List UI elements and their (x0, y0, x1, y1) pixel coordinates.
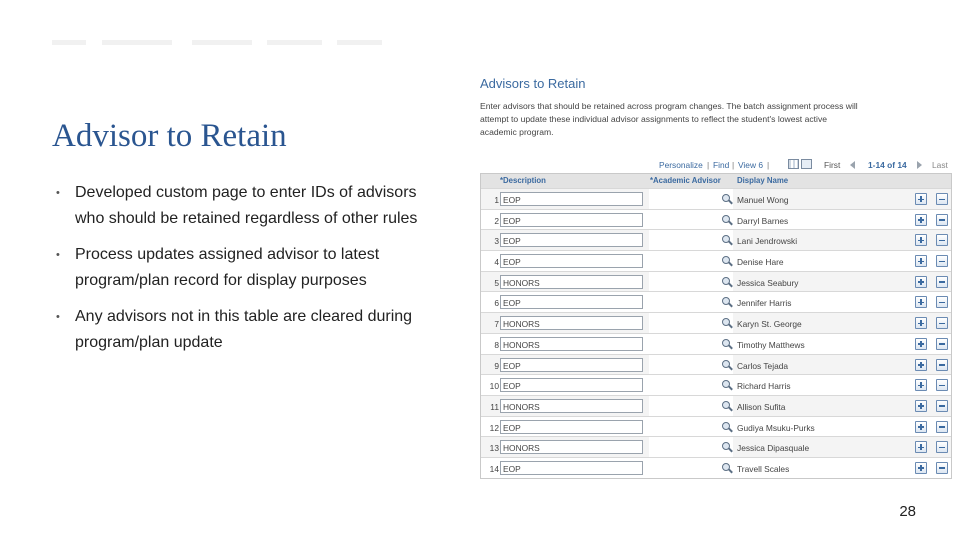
table-row (481, 416, 951, 437)
table-row (481, 457, 951, 478)
row-number: 3 (494, 236, 499, 247)
next-arrow-icon[interactable] (917, 161, 922, 169)
display-name: Gudiya Msuku-Purks (737, 422, 815, 433)
table-row (481, 291, 951, 312)
row-number: 5 (494, 277, 499, 288)
row-number: 13 (489, 443, 499, 454)
add-row-button[interactable] (915, 421, 927, 433)
display-name: Denise Hare (737, 257, 784, 268)
previous-arrow-icon[interactable] (850, 161, 855, 169)
delete-row-button[interactable] (936, 193, 948, 205)
academic-advisor-field[interactable] (649, 334, 733, 354)
row-number: 12 (489, 422, 499, 433)
delete-row-button[interactable] (936, 296, 948, 308)
display-name: Jessica Dipasquale (737, 443, 810, 454)
academic-advisor-field[interactable] (649, 313, 733, 333)
bullet-text: Any advisors not in this table are cleared during program/plan update (75, 308, 413, 351)
lookup-icon[interactable] (722, 463, 733, 474)
add-row-button[interactable] (915, 379, 927, 391)
add-row-button[interactable] (915, 441, 927, 453)
add-row-button[interactable] (915, 359, 927, 371)
toolbar-separator: | (732, 160, 735, 170)
table-row (481, 209, 951, 230)
delete-row-button[interactable] (936, 400, 948, 412)
row-number: 14 (489, 463, 499, 474)
panel-title: Advisors to Retain (480, 76, 586, 91)
row-number: 9 (494, 360, 499, 371)
display-name: Manuel Wong (737, 195, 789, 205)
row-number: 8 (494, 339, 499, 350)
lookup-icon[interactable] (722, 339, 733, 350)
first-page-link[interactable]: First (824, 160, 841, 170)
description-field[interactable]: EOP (500, 254, 643, 268)
personalize-link[interactable]: Personalize (659, 160, 703, 170)
display-name: Jennifer Harris (737, 298, 792, 309)
download-icon[interactable] (801, 159, 812, 169)
column-header-display-name[interactable]: Display Name (737, 176, 789, 185)
lookup-icon[interactable] (722, 194, 733, 205)
grid-body (481, 188, 951, 478)
delete-row-button[interactable] (936, 214, 948, 226)
display-name: Richard Harris (737, 381, 791, 392)
grid-header (481, 174, 951, 188)
academic-advisor-field[interactable] (649, 210, 733, 230)
display-name: Carlos Tejada (737, 360, 789, 371)
table-row (481, 229, 951, 250)
slide-title: Advisor to Retain (52, 118, 287, 154)
bullet-item (56, 242, 446, 294)
lookup-icon[interactable] (722, 235, 733, 246)
academic-advisor-field[interactable] (649, 396, 733, 416)
lookup-icon[interactable] (722, 256, 733, 267)
grid-toolbar (476, 158, 952, 172)
find-link[interactable]: Find (713, 160, 730, 170)
bullet-dot-icon: • (56, 311, 60, 323)
page-number: 28 (899, 503, 916, 520)
add-row-button[interactable] (915, 462, 927, 474)
add-row-button[interactable] (915, 400, 927, 412)
display-name: Travell Scales (737, 463, 790, 474)
add-row-button[interactable] (915, 338, 927, 350)
description-field[interactable]: EOP (500, 358, 643, 372)
panel-description: Enter advisors that should be retained across program changes. The batch assignment process will attempt to update these individual advisor assignments to reflect the student's lowest active academic program. (480, 101, 858, 137)
description-field[interactable]: EOP (500, 213, 643, 227)
view-all-link[interactable]: View 6 (738, 160, 763, 170)
row-number: 1 (494, 195, 499, 205)
academic-advisor-field[interactable] (649, 189, 733, 209)
bullet-dot-icon: • (56, 249, 60, 261)
add-row-button[interactable] (915, 296, 927, 308)
display-name: Jessica Seabury (737, 277, 799, 288)
row-range-indicator: 1-14 of 14 (868, 160, 907, 170)
description-field[interactable]: EOP (500, 295, 643, 309)
display-name: Darryl Barnes (737, 215, 789, 226)
column-header-academic-advisor[interactable]: *Academic Advisor (650, 176, 721, 185)
description-field[interactable]: HONORS (500, 399, 643, 413)
description-field[interactable]: HONORS (500, 440, 643, 454)
lookup-icon[interactable] (722, 401, 733, 412)
add-row-button[interactable] (915, 193, 927, 205)
delete-row-button[interactable] (936, 421, 948, 433)
toolbar-separator: | (767, 160, 770, 170)
description-field[interactable]: EOP (500, 420, 643, 434)
table-row (481, 312, 951, 333)
delete-row-button[interactable] (936, 338, 948, 350)
delete-row-button[interactable] (936, 276, 948, 288)
row-number: 7 (494, 319, 499, 330)
table-row (481, 333, 951, 354)
view-grid-icon[interactable] (788, 159, 799, 169)
description-field[interactable]: EOP (500, 461, 643, 475)
row-number: 2 (494, 215, 499, 226)
row-number: 10 (489, 381, 499, 392)
academic-advisor-field[interactable] (649, 437, 733, 457)
display-name: Allison Sufita (737, 401, 786, 412)
lookup-icon[interactable] (722, 297, 733, 308)
description-field[interactable]: EOP (500, 378, 643, 392)
advisors-screenshot-panel (476, 72, 952, 482)
description-field[interactable]: EOP (500, 233, 643, 247)
lookup-icon[interactable] (722, 360, 733, 371)
table-row (481, 250, 951, 271)
lookup-icon[interactable] (722, 277, 733, 288)
delete-row-button[interactable] (936, 317, 948, 329)
display-name: Lani Jendrowski (737, 236, 798, 247)
row-number: 11 (490, 401, 499, 412)
lookup-icon[interactable] (722, 442, 733, 453)
academic-advisor-field[interactable] (649, 251, 733, 271)
bullet-dot-icon: • (56, 187, 60, 199)
lookup-icon[interactable] (722, 422, 733, 433)
table-row (481, 395, 951, 416)
lookup-icon[interactable] (722, 215, 733, 226)
bullet-item (56, 304, 446, 356)
description-field[interactable]: EOP (500, 192, 643, 206)
table-row (481, 436, 951, 457)
advisors-grid (480, 173, 952, 479)
academic-advisor-field[interactable] (649, 458, 733, 478)
lookup-icon[interactable] (722, 318, 733, 329)
delete-row-button[interactable] (936, 234, 948, 246)
toolbar-separator: | (707, 160, 710, 170)
academic-advisor-field[interactable] (649, 417, 733, 437)
table-row (481, 374, 951, 395)
bullet-item (56, 180, 446, 232)
academic-advisor-field[interactable] (649, 230, 733, 250)
table-row (481, 354, 951, 375)
delete-row-button[interactable] (936, 255, 948, 267)
table-row (481, 271, 951, 292)
delete-row-button[interactable] (936, 379, 948, 391)
table-row (481, 188, 951, 209)
display-name: Karyn St. George (737, 319, 802, 330)
delete-row-button[interactable] (936, 359, 948, 371)
header-placeholder-strip (52, 36, 382, 48)
column-header-description[interactable]: *Description (500, 176, 546, 185)
academic-advisor-field[interactable] (649, 272, 733, 292)
academic-advisor-field[interactable] (649, 355, 733, 375)
add-row-button[interactable] (915, 255, 927, 267)
row-number: 6 (494, 298, 499, 309)
add-row-button[interactable] (915, 317, 927, 329)
last-page-link[interactable]: Last (932, 160, 948, 170)
description-field[interactable]: HONORS (500, 275, 643, 289)
bullet-list (56, 180, 446, 366)
display-name: Timothy Matthews (737, 339, 805, 350)
description-field[interactable]: HONORS (500, 337, 643, 351)
delete-row-button[interactable] (936, 462, 948, 474)
add-row-button[interactable] (915, 214, 927, 226)
add-row-button[interactable] (915, 234, 927, 246)
bullet-text: Developed custom page to enter IDs of advisors who should be retained regardless of other rules (75, 184, 418, 227)
description-field[interactable]: HONORS (500, 316, 643, 330)
add-row-button[interactable] (915, 276, 927, 288)
academic-advisor-field[interactable] (649, 375, 733, 395)
lookup-icon[interactable] (722, 380, 733, 391)
row-number: 4 (494, 257, 499, 268)
delete-row-button[interactable] (936, 441, 948, 453)
academic-advisor-field[interactable] (649, 292, 733, 312)
bullet-text: Process updates assigned advisor to latest program/plan record for display purposes (75, 246, 380, 289)
